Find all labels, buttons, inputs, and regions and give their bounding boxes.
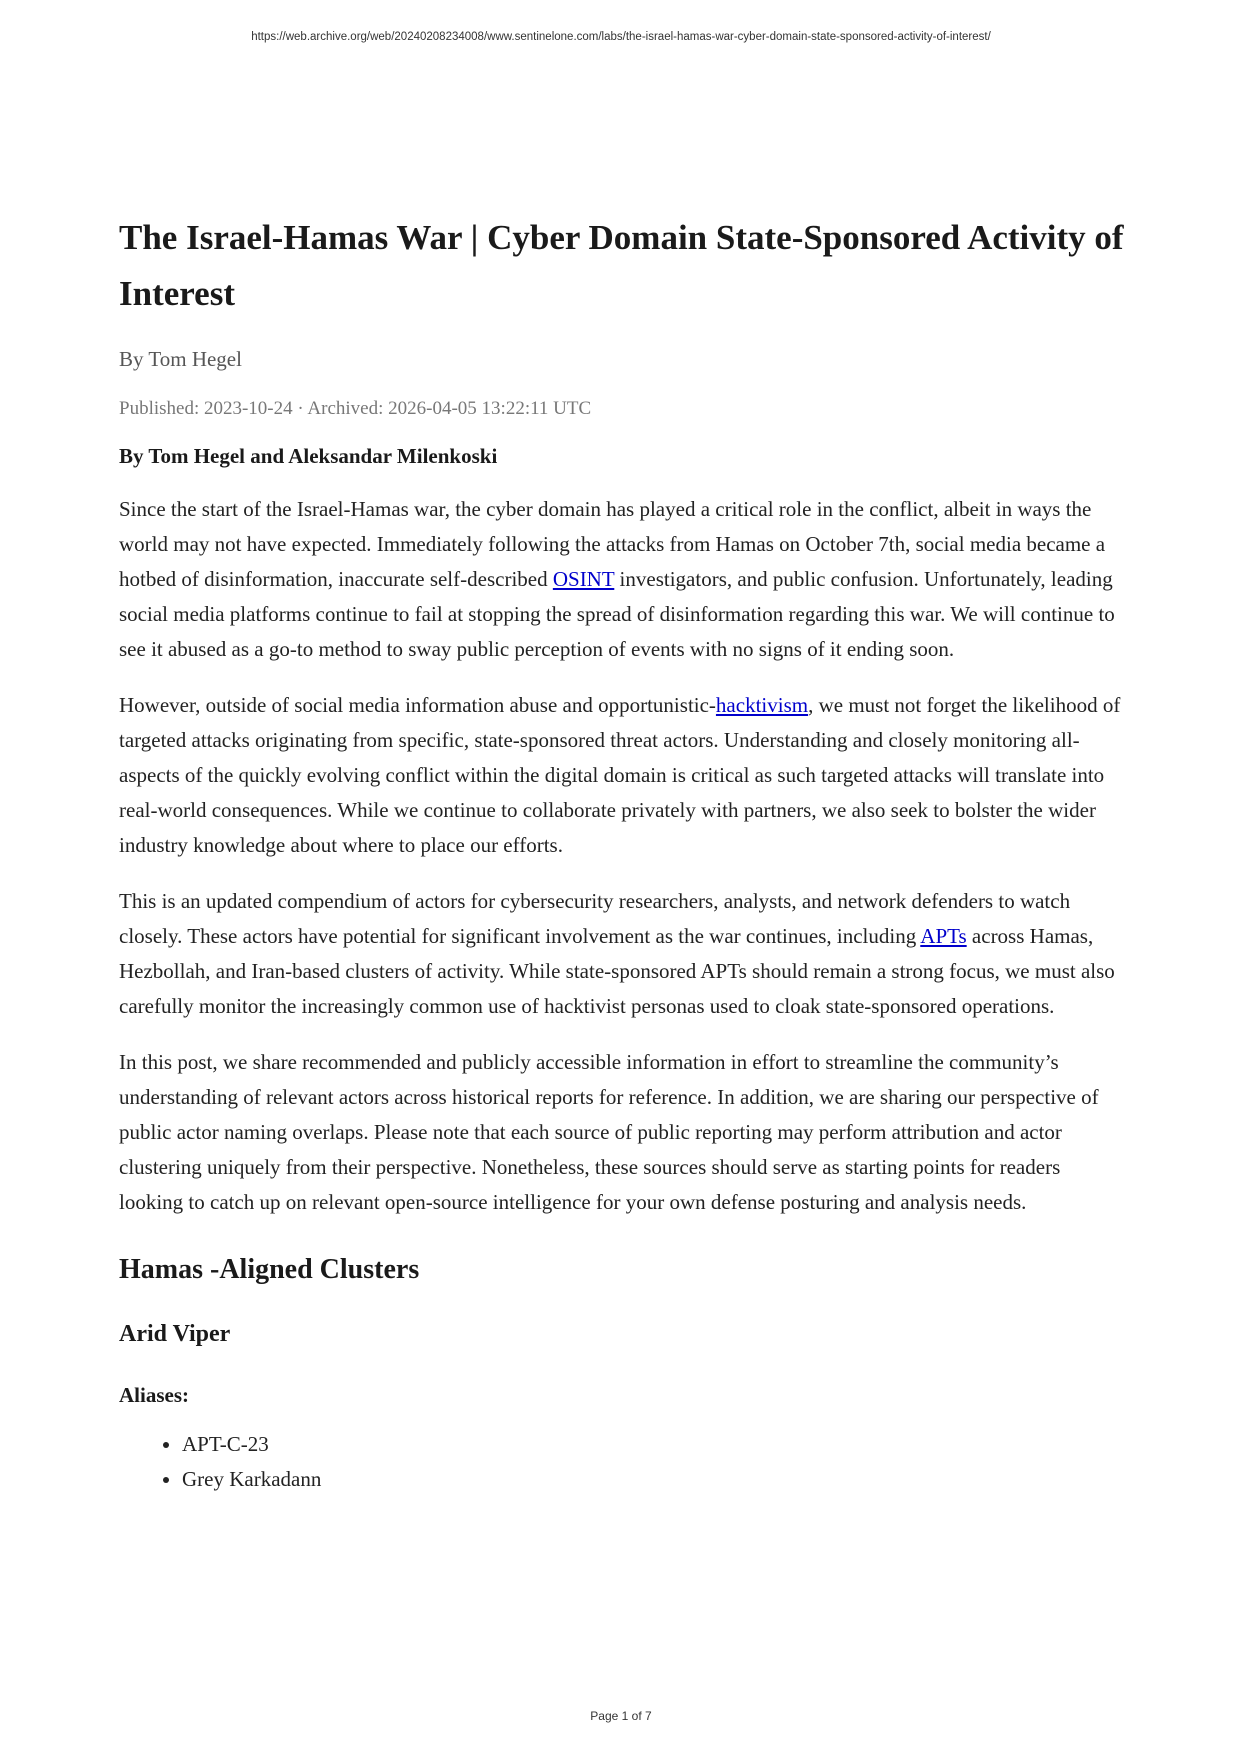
paragraph-text: investigators, and public confusion. Unfortunately, leading social media platforms continue to fail at stopping the spread of disinformation regarding this war. We will continue to see it abused as a go-to method to sway public perception of events with no signs of it ending soon. [119, 567, 1115, 661]
paragraph-compendium [119, 884, 1129, 1024]
paragraph-text: However, outside of social media information abuse and opportunistic- [119, 693, 716, 717]
subsection-heading-arid-viper: Arid Viper [119, 1321, 231, 1347]
apts-link[interactable]: APTs [920, 924, 967, 948]
article-authors: By Tom Hegel and Aleksandar Milenkoski [119, 444, 498, 468]
alias-list [119, 1427, 1129, 1497]
article-byline: By Tom Hegel [119, 347, 242, 371]
article-title: The Israel-Hamas War | Cyber Domain State-Sponsored Activity of Interest [119, 218, 1124, 313]
publish-archive-date: Published: 2023-10-24 · Archived: 2026-04-05 13:22:11 UTC [119, 398, 592, 419]
list-item: • Grey Karkadann [182, 1462, 1129, 1497]
list-item: • APT-C-23 [182, 1427, 1129, 1462]
paragraph-text: across Hamas, Hezbollah, and Iran-based clusters of activity. While state-sponsored APTs should remain a strong focus, we must also carefully monitor the increasingly common use of hacktivist personas used to cloak state-sponsored operations. [119, 924, 1115, 1018]
section-heading-hamas: Hamas -Aligned Clusters [119, 1254, 420, 1285]
archive-url: https://web.archive.org/web/20240208234008/www.sentinelone.com/labs/the-israel-hamas-war-cyber-domain-state-sponsored-activity-of-interest/ [251, 31, 991, 43]
paragraph-text: , we must not forget the likelihood of targeted attacks originating from specific, state-sponsored threat actors. Understanding and closely monitoring all-aspects of the quickly evolving conflict within the digital domain is critical as such targeted attacks will translate into real-world consequences. While we continue to collaborate privately with partners, we also seek to bolster the wider industry knowledge about where to place our efforts. [119, 693, 1121, 857]
aliases-label: Aliases: [119, 1383, 189, 1407]
hacktivism-link[interactable]: hacktivism [715, 693, 809, 717]
paragraph-text: Since the start of the Israel-Hamas war, the cyber domain has played a critical role in the conflict, albeit in ways the world may not have expected. Immediately following the attacks from Hamas on October 7th, social media became a hotbed of disinformation, inaccurate self-described [119, 497, 1106, 591]
paragraph-text: This is an updated compendium of actors for cybersecurity researchers, analysts, and network defenders to watch closely. These actors have potential for significant involvement as the war continues, including [119, 889, 1071, 948]
article-body [119, 210, 1129, 1497]
paragraph-hacktivism [119, 688, 1129, 863]
paragraph-purpose: In this post, we share recommended and publicly accessible information in effort to streamline the community’s understanding of relevant actors across historical reports for reference. In addition, we are sharing our perspective of public actor naming overlaps. Please note that each source of public reporting may perform attribution and actor clustering uniquely from their perspective. Nonetheless, these sources should serve as starting points for readers looking to catch up on relevant open-source intelligence for your own defense posturing and analysis needs. [119, 1050, 1099, 1214]
page-number: Page 1 of 7 [590, 1709, 652, 1723]
paragraph-intro [119, 492, 1129, 667]
osint-link[interactable]: OSINT [552, 567, 615, 591]
